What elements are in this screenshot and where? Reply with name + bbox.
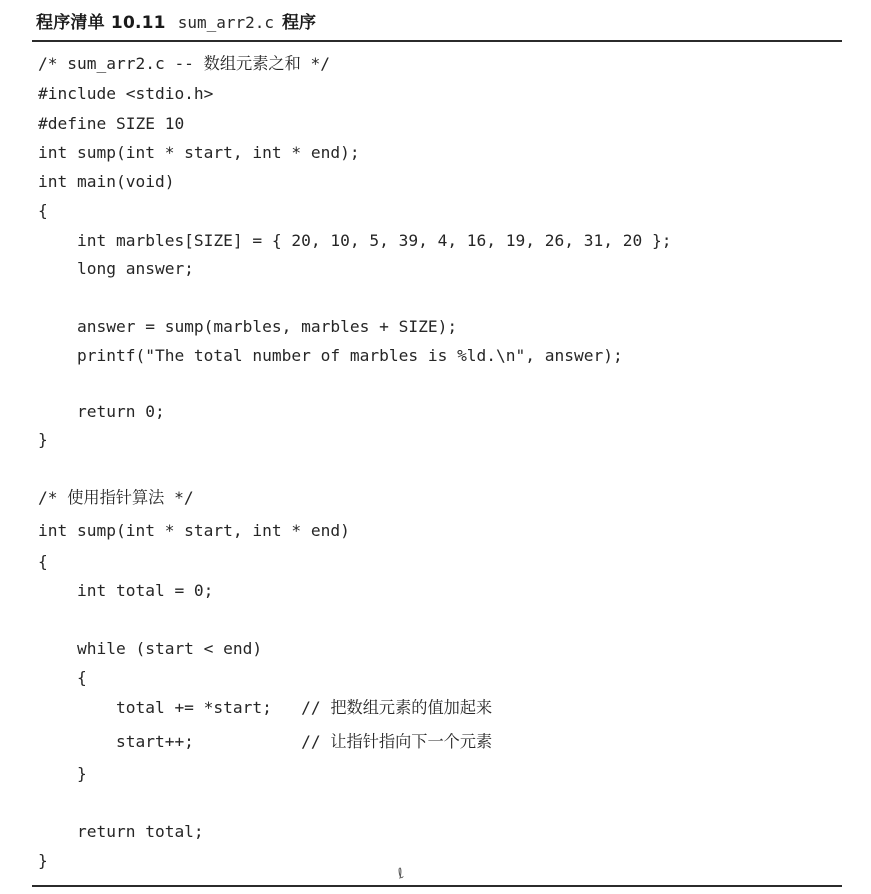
code-line-13: return 0; xyxy=(38,402,165,421)
code-line-2: #include <stdio.h> xyxy=(38,84,214,103)
code-line-27: return total; xyxy=(38,822,204,841)
code-line-17: int sump(int * start, int * end) xyxy=(38,521,350,540)
listing-filename: sum_arr2.c xyxy=(177,13,275,32)
code-line-24: start++; // 让指针指向下一个元素 xyxy=(38,732,493,751)
code-line-28: } xyxy=(38,851,48,870)
listing-suffix: 程序 xyxy=(282,13,317,33)
code-line-19: int total = 0; xyxy=(38,581,214,600)
code-line-6: { xyxy=(38,201,48,220)
stray-mark: ℓ xyxy=(395,865,407,883)
code-line-18: { xyxy=(38,552,48,571)
code-line-4: int sump(int * start, int * end); xyxy=(38,143,360,162)
code-line-22: { xyxy=(38,668,87,687)
code-line-21: while (start < end) xyxy=(38,639,263,658)
code-line-8: long answer; xyxy=(38,259,194,278)
code-line-23: total += *start; // 把数组元素的值加起来 xyxy=(38,698,493,717)
code-line-3: #define SIZE 10 xyxy=(38,114,185,133)
code-line-10: answer = sump(marbles, marbles + SIZE); xyxy=(38,317,458,336)
code-line-11: printf("The total number of marbles is %ld.\n", answer); xyxy=(38,346,623,365)
bottom-rule xyxy=(32,885,842,887)
code-line-7: int marbles[SIZE] = { 20, 10, 5, 39, 4, 16, 19, 26, 31, 20 }; xyxy=(38,231,672,250)
code-listing xyxy=(38,0,838,894)
code-line-1: /* sum_arr2.c -- 数组元素之和 */ xyxy=(38,54,331,73)
code-line-25: } xyxy=(38,764,87,783)
listing-title: 程序清单 10.11 xyxy=(36,13,166,33)
code-line-14: } xyxy=(38,430,48,449)
code-line-5: int main(void) xyxy=(38,172,175,191)
code-line-16: /* 使用指针算法 */ xyxy=(38,488,194,507)
